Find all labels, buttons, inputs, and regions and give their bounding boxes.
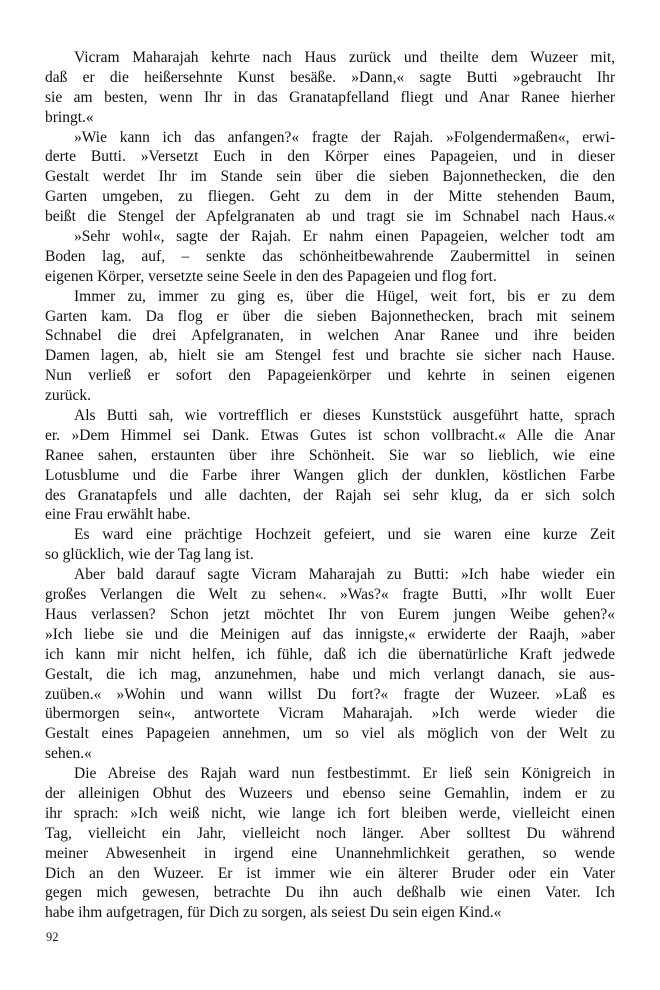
text-line: übermorgen sein«, antwortete Vicram Maharajah. »Ich werde wieder die bbox=[45, 705, 615, 723]
text-line: »Ich liebe sie und die Meinigen auf das innigste,« erwiderte der Raajh, »aber bbox=[45, 625, 615, 643]
text-line: er. »Dem Himmel sei Dank. Etwas Gutes ist schon vollbracht.« Alle die Anar bbox=[45, 426, 615, 444]
paragraph bbox=[45, 565, 615, 764]
text-line: bringt.« bbox=[45, 108, 94, 126]
text-line: beißt die Stengel der Apfelgranaten ab und tragt sie im Schnabel nach Haus.« bbox=[45, 208, 615, 226]
text-line: Boden lag, auf, – senkte das schönheitbewahrende Zaubermittel in seinen bbox=[45, 247, 615, 265]
text-line: Dich an den Wuzeer. Er ist immer wie ein älterer Bruder oder ein Vater bbox=[45, 864, 615, 882]
text-line: eine Frau erwählt habe. bbox=[45, 506, 191, 524]
text-line: daß er die heißersehnte Kunst besäße. »Dann,« sagte Butti »gebraucht Ihr bbox=[45, 68, 615, 86]
text-line: eigenen Körper, versetzte seine Seele in den des Papageien und flog fort. bbox=[45, 267, 497, 285]
page-number: 92 bbox=[46, 930, 59, 944]
text-line: Garten kam. Da flog er über die sieben Bajonnethecken, brach mit seinem bbox=[45, 307, 615, 325]
paragraph bbox=[45, 287, 615, 406]
text-line: Haus verlassen? Schon jetzt möchtet Ihr von Eurem jungen Weibe gehen?« bbox=[45, 605, 615, 623]
text-line: sie am besten, wenn Ihr in das Granatapfelland fliegt und Anar Ranee hierher bbox=[45, 88, 615, 106]
text-line: Tag, vielleicht ein Jahr, vielleicht noch länger. Aber solltest Du während bbox=[45, 824, 615, 842]
text-line: Ranee sahen, erstaunten über ihre Schönheit. Sie war so lieblich, wie eine bbox=[45, 446, 615, 464]
text-line: Vicram Maharajah kehrte nach Haus zurück und theilte dem Wuzeer mit, bbox=[74, 49, 615, 66]
text-line: »Wie kann ich das anfangen?« fragte der Rajah. »Folgendermaßen«, erwi- bbox=[74, 128, 615, 146]
text-line: Aber bald darauf sagte Vicram Maharajah zu Butti: »Ich habe wieder ein bbox=[74, 566, 615, 584]
paragraph bbox=[45, 48, 615, 128]
text-line: meiner Abwesenheit in irgend eine Unannehmlichkeit gerathen, so wende bbox=[45, 844, 615, 862]
text-line: Als Butti sah, wie vortrefflich er dieses Kunststück ausgeführt hatte, sprach bbox=[74, 407, 615, 425]
text-line: Garten umgeben, zu fliegen. Geht zu dem in der Mitte stehenden Baum, bbox=[45, 188, 615, 206]
text-line: der alleinigen Obhut des Wuzeers und ebenso seine Gemahlin, indem er zu bbox=[45, 784, 615, 802]
paragraph bbox=[45, 406, 615, 525]
text-line: Nun verließ er sofort den Papageienkörper und kehrte in seinen eigenen bbox=[45, 367, 615, 385]
text-line: Gestalt werdet Ihr im Stande sein über die sieben Bajonnethecken, die den bbox=[45, 168, 615, 186]
text-line: Schnabel die drei Apfelgranaten, in welchen Anar Ranee und ihre beiden bbox=[45, 327, 615, 345]
text-block bbox=[45, 48, 615, 923]
text-line: habe ihm aufgetragen, für Dich zu sorgen, als seiest Du sein eigen Kind.« bbox=[45, 904, 502, 922]
text-line: Gestalt eines Papageien annehmen, um so viel als möglich von der Welt zu bbox=[45, 725, 615, 743]
text-line: großes Verlangen die Welt zu sehen«. »Was?« fragte Butti, »Ihr wollt Euer bbox=[45, 586, 615, 604]
text-line: gegen mich gewesen, betrachte Du ihn auch deßhalb wie einen Vater. Ich bbox=[45, 884, 615, 902]
text-line: ich kann mir nicht helfen, ich fühle, daß ich die übernatürliche Kraft jedwede bbox=[45, 645, 615, 663]
text-line: zuüben.« »Wohin und wann willst Du fort?« fragte der Wuzeer. »Laß es bbox=[45, 685, 615, 703]
text-line: ihr sprach: »Ich weiß nicht, wie lange ich fort bleiben werde, vielleicht einen bbox=[45, 804, 615, 822]
text-line: Damen lagen, ab, hielt sie am Stengel fest und brachte sie sicher nach Hause. bbox=[45, 347, 615, 365]
text-line: des Granatapfels und alle dachten, der Rajah sei sehr klug, da er sich solch bbox=[45, 486, 615, 504]
paragraph bbox=[45, 764, 615, 923]
text-line: Gestalt, die ich mag, anzunehmen, habe und mich verlangt danach, sie aus- bbox=[45, 665, 615, 683]
text-line: so glücklich, wie der Tag lang ist. bbox=[45, 546, 254, 564]
paragraph bbox=[45, 128, 615, 227]
text-line: »Sehr wohl«, sagte der Rajah. Er nahm einen Papageien, welcher todt am bbox=[74, 228, 615, 246]
text-line: derte Butti. »Versetzt Euch in den Körper eines Papageien, und in dieser bbox=[45, 148, 615, 166]
text-line: Immer zu, immer zu ging es, über die Hügel, weit fort, bis er zu dem bbox=[74, 287, 615, 305]
text-line: Lotusblume und die Farbe ihrer Wangen glich der dunklen, köstlichen Farbe bbox=[45, 466, 615, 484]
paragraph bbox=[45, 227, 615, 287]
text-line: Die Abreise des Rajah ward nun festbestimmt. Er ließ sein Königreich in bbox=[74, 765, 615, 783]
paragraph bbox=[45, 525, 615, 565]
text-line: Es ward eine prächtige Hochzeit gefeiert, und sie waren eine kurze Zeit bbox=[74, 526, 615, 544]
text-line: sehen.« bbox=[45, 745, 92, 763]
text-line: zurück. bbox=[45, 387, 92, 405]
